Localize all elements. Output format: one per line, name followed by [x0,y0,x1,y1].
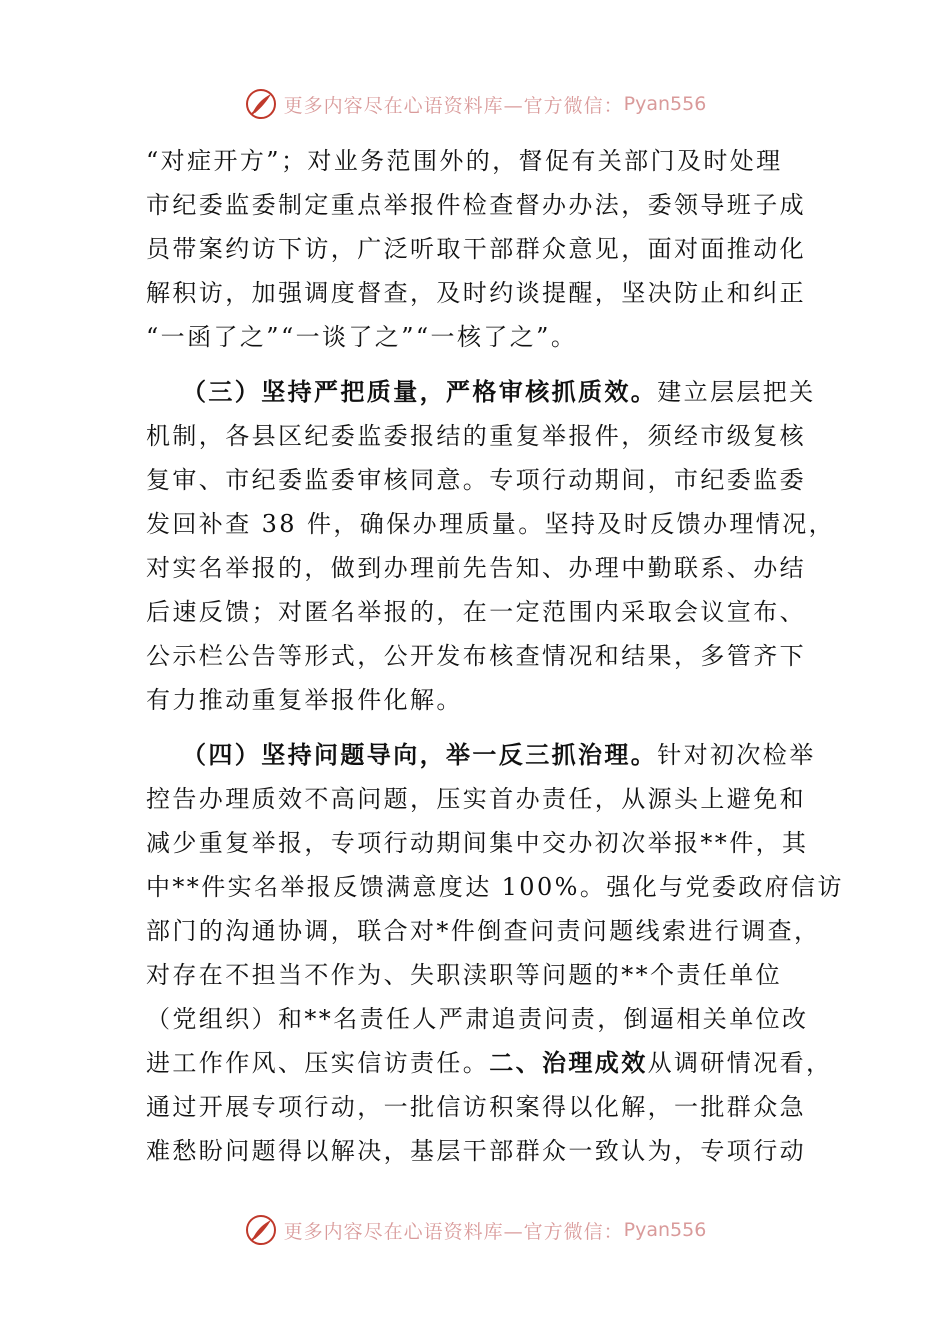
text-run: 从调研情况看， [647,1049,833,1077]
text-line: “一函了之”“一谈了之”“一核了之”。 [146,323,578,351]
text-line: 解积访，加强调度督查，及时约谈提醒，坚决防止和纠正 [146,279,806,307]
section-heading-2-results: 二、治理成效 [489,1048,648,1077]
paragraph-2 [146,370,835,722]
text-line: 后速反馈；对匿名举报的，在一定范围内采取会议宣布、 [146,598,806,626]
header-watermark [0,82,950,126]
text-line: 控告办理质效不高问题，压实首办责任，从源头上避免和 [146,785,806,813]
watermark-text: 更多内容尽在心语资料库—官方微信： [283,94,624,117]
text-line: 有力推动重复举报件化解。 [146,686,463,714]
text-line: 复审、市纪委监委审核同意。专项行动期间，市纪委监委 [146,466,806,494]
text-line: 难愁盼问题得以解决，基层干部群众一致认为，专项行动 [146,1137,806,1165]
text-line: 对实名举报的，做到办理前先告知、办理中勤联系、办结 [146,554,806,582]
text-line: 市纪委监委制定重点举报件检查督办办法，委领导班子成 [146,191,806,219]
text-line-first [146,733,814,777]
text-line: “对症开方”；对业务范围外的，督促有关部门及时处理 [146,147,783,175]
watermark-wechat-id: Pyan556 [623,1219,707,1241]
text-line: 员带案约访下访，广泛听取干部群众意见，面对面推动化 [146,235,806,263]
text-line: 机制，各县区纪委监委报结的重复举报件，须经市级复核 [146,422,806,450]
quill-logo-icon [244,87,278,121]
paragraph-1 [146,139,814,359]
text-line: 部门的沟通协调，联合对*件倒查问责问题线索进行调查， [146,917,821,945]
text-line: （党组织）和**名责任人严肃追责问责，倒逼相关单位改 [146,1005,809,1033]
quill-logo-icon [244,1213,278,1247]
text-run: 建立层层把关 [657,378,816,406]
text-line: 发回补查 38 件，确保办理质量。坚持及时反馈办理情况， [146,510,835,538]
document-body [146,139,844,1173]
footer-watermark [0,1208,950,1252]
section-heading-4: （四）坚持问题导向，举一反三抓治理。 [182,740,658,769]
watermark-text: 更多内容尽在心语资料库—官方微信： [283,1220,624,1243]
text-line: 减少重复举报，专项行动期间集中交办初次举报**件，其 [146,829,809,857]
text-line: 对存在不担当不作为、失职渎职等问题的**个责任单位 [146,961,782,989]
text-line: 公示栏公告等形式，公开发布核查情况和结果，多管齐下 [146,642,806,670]
text-line-first [146,370,814,414]
text-line: 通过开展专项行动，一批信访积案得以化解，一批群众急 [146,1093,806,1121]
paragraph-3 [146,733,844,1173]
section-heading-3: （三）坚持严把质量，严格审核抓质效。 [182,377,658,406]
text-run: 进工作作风、压实信访责任。 [146,1049,490,1077]
text-line: 中**件实名举报反馈满意度达 100%。强化与党委政府信访 [146,873,844,901]
text-line-mixed [146,1041,833,1085]
text-run: 针对初次检举 [657,741,816,769]
watermark-wechat-id: Pyan556 [623,93,707,115]
